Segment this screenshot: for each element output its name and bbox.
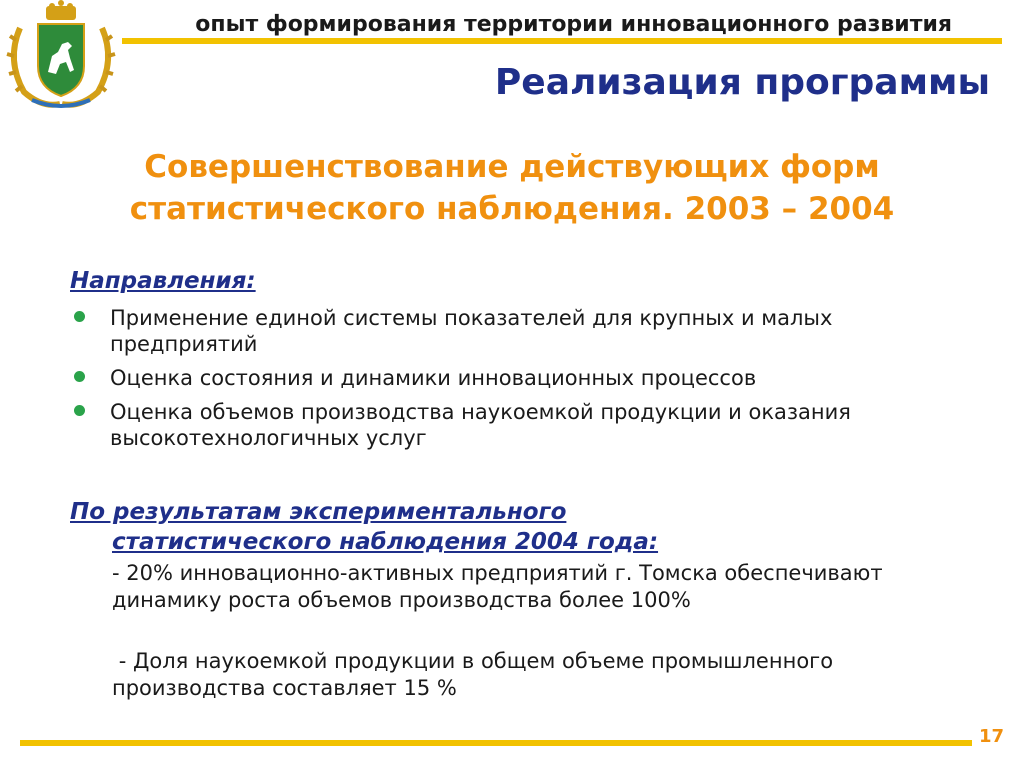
result-item-1: - 20% инновационно-активных предприятий г. Томска обеспечивают динамику роста объемов производства более 100% — [112, 561, 883, 612]
bullet-icon — [74, 405, 85, 416]
list-item-label: Применение единой системы показателей для крупных и малых предприятий — [110, 306, 833, 356]
slide-title-text: Реализация программы — [494, 62, 990, 103]
list-item-label: Оценка объемов производства наукоемкой продукции и оказания высокотехнологичных услуг — [110, 400, 851, 450]
bullet-icon — [74, 371, 85, 382]
page-number: 17 — [978, 726, 1004, 747]
results-heading — [70, 497, 830, 557]
list-item — [72, 365, 912, 391]
footer-accent-bar — [20, 740, 972, 746]
header-accent-bar — [122, 38, 1002, 44]
directions-heading: Направления: — [70, 268, 256, 294]
list-item — [72, 305, 912, 357]
header-title: опыт формирования территории инновационного развития — [195, 12, 952, 37]
subtitle-line-2: статистического наблюдения. 2003 – 2004 — [129, 191, 895, 227]
list-item — [72, 399, 912, 451]
result-item-2: - Доля наукоемкой продукции в общем объеме промышленного производства составляет 15 % — [112, 649, 840, 700]
bullet-icon — [74, 311, 85, 322]
directions-list — [72, 305, 912, 459]
list-item-label: Оценка состояния и динамики инновационных процессов — [110, 366, 757, 390]
coat-of-arms-icon — [2, 0, 120, 112]
results-heading-line-2: статистического наблюдения 2004 года: — [112, 529, 659, 555]
results-heading-line-1: По результатам экспериментального — [70, 499, 567, 525]
slide-title — [495, 62, 990, 103]
subtitle-line-1: Совершенствование действующих форм — [144, 149, 880, 185]
slide-subtitle — [40, 146, 984, 230]
